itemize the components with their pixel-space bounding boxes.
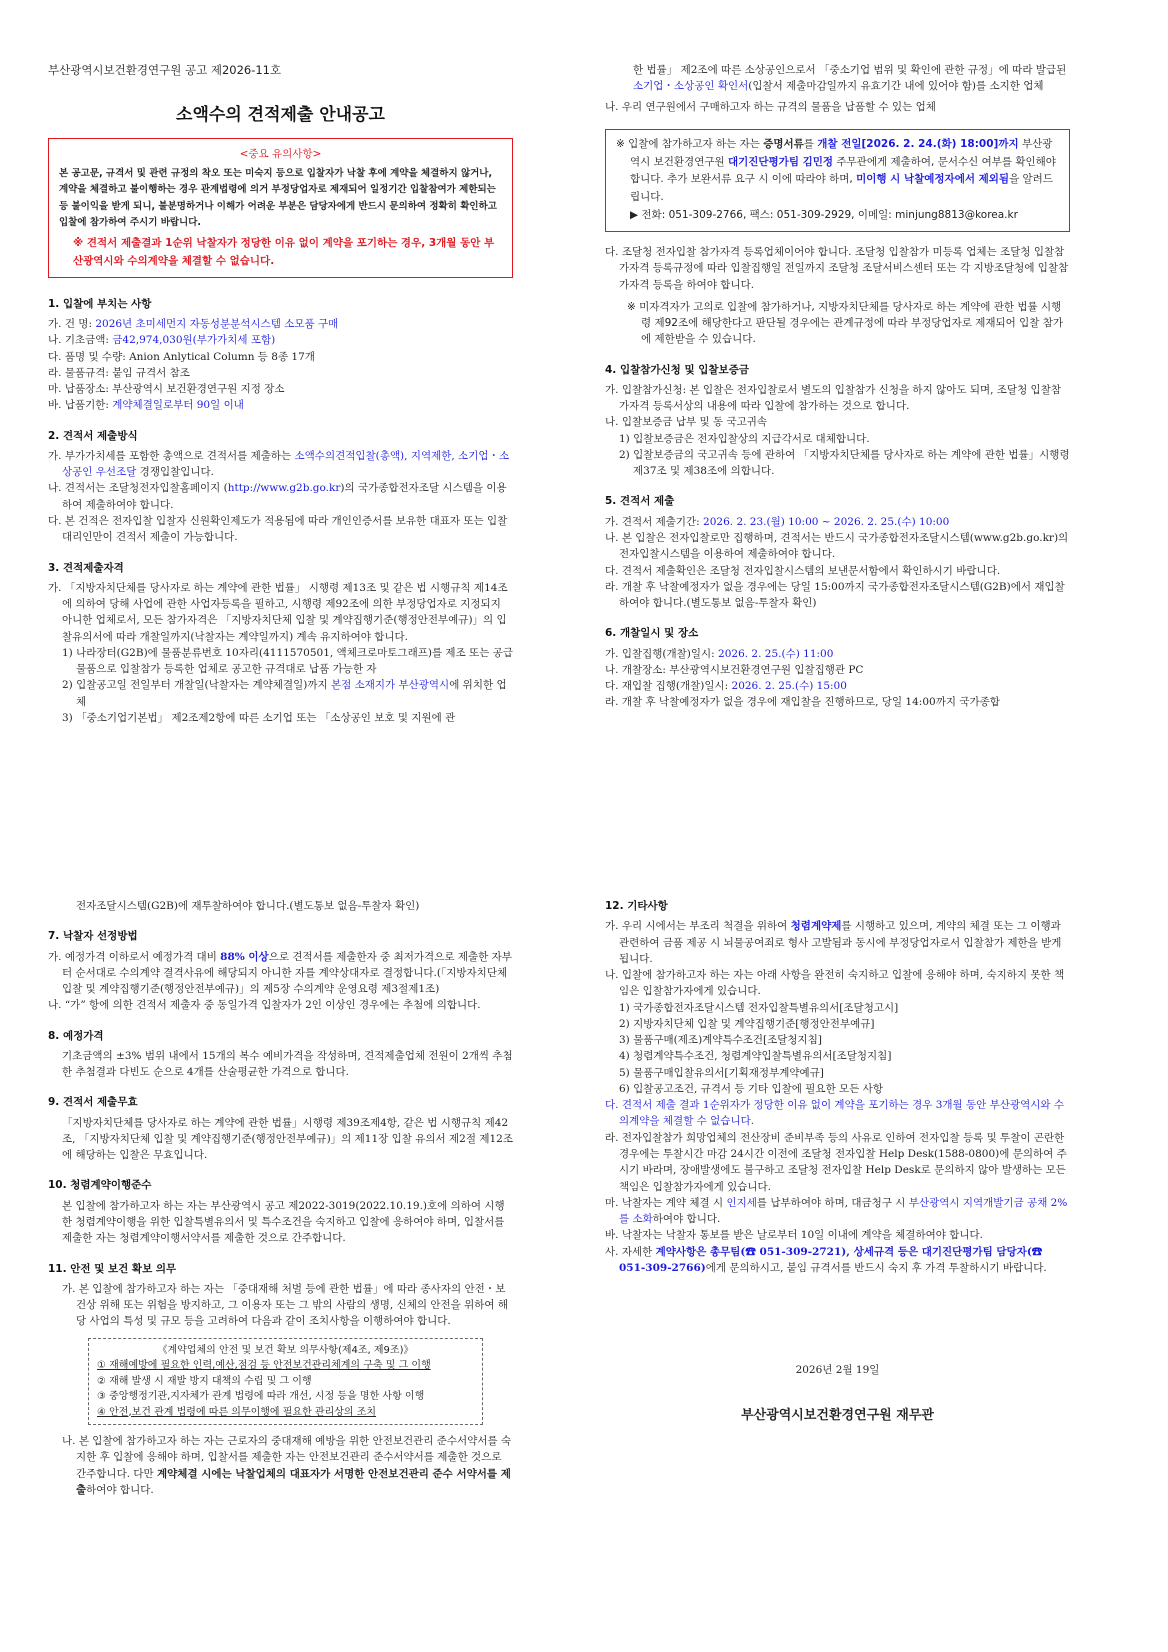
s2-item-b [48, 480, 513, 513]
s12-item-e [605, 1195, 1070, 1228]
s5-a-label: 가. 견적서 제출기간: [605, 515, 704, 528]
section-6-heading: 6. 개찰일시 및 장소 [605, 627, 699, 640]
s6-item-d-continued: 전자조달시스템(G2B)에 재투찰하여야 합니다.(별도통보 없음-투찰자 확인) [76, 900, 420, 912]
s12-item-3: 3) 물품구매(제조)계약특수조건[조달청지침] [619, 1034, 822, 1047]
s8-text: 기초금액의 ±3% 범위 내에서 15개의 복수 예비가격을 작성하며, 견적제출업체 전원이 2개씩 추첨한 추첨결과 다빈도 순으로 4개를 산술평균한 가격으로 합니다. [62, 1049, 513, 1079]
s6-a-label: 가. 입찰집행(개찰)일시: [605, 647, 719, 660]
s12-g-text1: 사. 자세한 [605, 1245, 656, 1258]
section-12-heading: 12. 기타사항 [605, 900, 668, 912]
s5-item-a [605, 514, 1070, 530]
s4-item-a: 가. 입찰참가신청: 본 입찰은 전자입찰로서 별도의 입찰참가 신청을 하지 않아도 되며, 조달청 입찰참가자격 등록서상의 내용에 따라 입찰에 참가하는 것으로 합니다. [605, 383, 1061, 413]
s12-item-2: 2) 지방자치단체 입찰 및 계약집행기준[행정안전부예규] [619, 1017, 875, 1030]
box-person: 대기진단평가팀 김민정 [727, 155, 834, 168]
box-warning: 미이행 시 낙찰예정자에서 제외됨 [856, 173, 1010, 186]
signer: 부산광역시보건환경연구원 재무관 [741, 1408, 934, 1424]
section-5-heading: 5. 견적서 제출 [605, 495, 675, 508]
s1-item-e: 마. 납품장소: 부산광역시 보건환경연구원 지정 장소 [48, 383, 285, 396]
s12-item-4: 4) 청렴계약특수조건, 청렴계약입찰특별유의서[조달청지침] [619, 1050, 892, 1063]
s3-note: ※ 미자격자가 고의로 입찰에 참가하거나, 지방자치단체를 당사자로 하는 계약에 관한 법률 시행령 제92조에 해당한다고 판단될 경우에는 관계규정에 따라 부정당업자로 제재되어 입찰 참가에 제한받을 수 있습니다. [627, 300, 1064, 346]
box-t2: 를 [803, 137, 818, 150]
s6-item-c [605, 678, 1070, 694]
s12-e-value2: 부산광역시 지역개발기금 공채 2%를 소화 [619, 1196, 1068, 1226]
cont-value: 소기업・소상공인 확인서 [633, 80, 749, 93]
s3-item-b: 나. 우리 연구원에서 구매하고자 하는 규격의 물품을 납품할 수 있는 업체 [605, 100, 936, 113]
s2-a-text1: 가. 부가가치세를 포함한 총액으로 견적서를 제출하는 [48, 449, 295, 462]
s1-item-d: 라. 물품규격: 붙임 규격서 참조 [48, 366, 190, 379]
s1-f-label: 바. 납품기한: [48, 399, 113, 412]
s4-item-2: 2) 입찰보증금의 국고귀속 등에 관하여 「지방자치단체를 당사자로 하는 계약에 관한 법률」시행령 제37조 및 제38조에 의합니다. [619, 448, 1070, 478]
cont-text2: (입찰서 제출마감일까지 유효기간 내에 있어야 함)를 소지한 업체 [748, 80, 1044, 93]
section-9-heading: 9. 견적서 제출무효 [48, 1096, 138, 1109]
notice-box-heading: <중요 유의사항> [239, 148, 322, 161]
s3-2-text1: 2) 입찰공고일 전일부터 개찰일(낙찰자는 계약체결일)까지 [62, 679, 331, 692]
s1-a-label: 가. 건 명: [48, 318, 96, 331]
submission-notice-text [616, 136, 1059, 207]
s7-a-text1: 가. 예정가격 이하로서 예정가격 대비 [48, 950, 221, 963]
notice-box-body: 본 공고문, 규격서 및 관련 규정의 착오 또는 미숙지 등으로 입찰자가 낙찰 후에 계약을 체결하지 않거나, 계약을 체결하고 불이행하는 경우 관계법령에 의거 부정당업자로 제재되어 일정기간 입찰참여가 제한되는 등 불이익을 받게 되니, 불분명하거나 이해가 어려운 부분은 담당자에게 반드시 문의하여 정확히 확인하고 입찰에 참가하여 주시기 바랍니다. [59, 167, 497, 229]
s5-item-d: 라. 개찰 후 낙찰예정자가 없을 경우에는 당일 15:00까지 국가종합전자조달시스템(G2B)에서 재입찰하여야 합니다.(별도통보 없음-투찰자 확인) [605, 580, 1065, 610]
section-10-heading: 10. 청렴계약이행준수 [48, 1179, 152, 1192]
section-3-heading: 3. 견적제출자격 [48, 561, 124, 574]
section-7-heading: 7. 낙찰자 선정방법 [48, 930, 138, 943]
s11-b-text2: 하여야 합니다. [86, 1483, 154, 1496]
contact-info: ▶ 전화: 051-309-2766, 팩스: 051-309-2929, 이메일: minjung8813@korea.kr [630, 209, 1018, 222]
s4-item-1: 1) 입찰보증금은 전자입찰상의 지급각서로 대체합니다. [619, 432, 870, 445]
s3-item-2 [48, 677, 513, 710]
safety-item-3: ③ 중앙행정기관,지자체가 관계 법령에 따라 개선, 시정 등을 명한 사항 이행 [97, 1391, 425, 1403]
s12-e-text3: 하여야 합니다. [652, 1213, 721, 1226]
s12-e-value1: 인지세 [726, 1196, 757, 1209]
s2-item-c: 다. 본 건적은 전자입찰 입찰자 신원확인제도가 적용됨에 따라 개인인증서를 보유한 대표자 또는 입찰대리인만이 견적서 제출이 가능합니다. [48, 514, 508, 544]
s2-a-text2: 경쟁입찰입니다. [136, 466, 215, 479]
s12-item-6: 6) 입찰공고조건, 규격서 등 기타 입찰에 필요한 모든 사항 [619, 1082, 883, 1095]
s11-b-value: 계약체결 시에는 낙찰업체의 대표자가 서명한 안전보건관리 준수 서약서를 제출 [76, 1467, 511, 1496]
submission-notice-box [605, 129, 1070, 232]
top-right-column [605, 62, 1070, 711]
s1-item-b [48, 332, 513, 348]
section-1-heading: 1. 입찰에 부치는 사항 [48, 297, 152, 310]
s12-e-text2: 를 납부하여야 하며, 대금청구 시 [756, 1196, 909, 1209]
box-t1: ※ 입찰에 참가하고자 하는 자는 [616, 137, 764, 150]
s6-c-value: 2026. 2. 25.(수) 15:00 [731, 680, 847, 693]
notice-number: 부산광역시보건환경연구원 공고 제2026-11호 [48, 63, 282, 77]
s12-item-b: 나. 입찰에 참가하고자 하는 자는 아래 사항을 완전히 숙지하고 입찰에 응해야 하며, 숙지하지 못한 책임은 입찰참가자에게 있습니다. [605, 969, 1065, 998]
safety-item-2: ② 재해 발생 시 재발 방지 대책의 수립 및 그 이행 [97, 1375, 312, 1387]
s12-item-d: 라. 전자입찰참가 희망업체의 전산장비 준비부족 등의 사유로 인하여 전자입찰 등록 및 투찰이 곤란한 경우에는 투찰시간 마감 24시간 이전에 조달청 전자입찰 Help Desk(1588-0800)에 문의하여 주시기 바라며, 장애발생에도 불구하고 조달청 전자입찰 Help Desk로 문의하지 않아 발생하는 모든 책임은 입찰참가자에게 있습니다. [605, 1131, 1067, 1193]
box-cert: 증명서류 [763, 137, 804, 150]
bottom-left-column [48, 898, 513, 1498]
s12-item-g [605, 1244, 1070, 1277]
s6-c-label: 다. 재입찰 집행(개찰)일시: [605, 680, 732, 693]
notice-box-warning: ※ 견적서 제출결과 1순위 낙찰자가 정당한 이유 없이 계약을 포기하는 경우, 3개월 동안 부산광역시와 수의계약을 체결할 수 없습니다. [73, 237, 495, 268]
s7-item-a [48, 949, 513, 998]
s3-item-1: 1) 나라장터(G2B)에 물품분류번호 10자리(4111570501, 액체크로마토그래프)를 제조 또는 공급 물품으로 입찰참가 등록한 업체로 공고한 규격대로 납품 가능한 자 [62, 646, 513, 676]
s2-b-text2: )의 국가종합전자조달 시스템을 이용하여 제출하여야 합니다. [62, 482, 507, 511]
section-4-heading: 4. 입찰참가신청 및 입찰보증금 [605, 363, 749, 376]
bottom-right-column [605, 898, 1070, 1427]
s1-b-label: 나. 기초금액: [48, 334, 113, 347]
s6-item-b: 나. 개찰장소: 부산광역시보건환경연구원 입찰집행관 PC [605, 663, 864, 676]
safety-item-4: ④ 안전,보건 관계 법령에 따른 의무이행에 필요한 관리상의 조치 [97, 1406, 377, 1418]
s3-2-text2: 에 위치한 업체 [76, 679, 507, 708]
s2-b-text1: 나. 견적서는 조달청전자입찰홈페이지 ( [48, 482, 228, 495]
s3-2-value: 본점 소재지가 부산광역시 [330, 679, 450, 692]
top-left-column [48, 62, 513, 726]
section-2-heading: 2. 견적서 제출방식 [48, 429, 138, 442]
s2-a-value: 소액수의견적입찰(총액), 지역제한, 소기업・소상공인 우선조달 [62, 449, 510, 479]
s11-item-b [48, 1433, 513, 1498]
s12-item-f: 바. 낙찰자는 낙찰자 통보를 받은 날로부터 10일 이내에 계약을 체결하여야 합니다. [605, 1229, 983, 1242]
s12-item-c: 다. 견적서 제출 결과 1순위자가 정당한 이유 없이 계약을 포기하는 경우 3개월 동안 부산광역시와 수의계약을 체결할 수 없습니다. [605, 1099, 1065, 1128]
s7-item-b: 나. “가” 항에 의한 견적서 제출자 중 동일가격 입찰자가 2인 이상인 경우에는 추첨에 의합니다. [48, 999, 481, 1012]
s3-item-c: 다. 조달청 전자입찰 참가자격 등록업체이어야 합니다. 조달청 입찰참가 미등록 업체는 조달청 입찰참가자격 등록규정에 따라 입찰집행일 전일까지 조달청 조달서비스센터 또는 각 지방조달청에 입찰참가자격 등록을 하여야 합니다. [605, 246, 1069, 291]
s12-item-5: 5) 물품구매입찰유의서[기획재정부계약예규] [619, 1066, 824, 1079]
s3-item-3: 3) 「중소기업기본법」 제2조제2항에 따른 소기업 또는 「소상공인 보호 및 지원에 관 [62, 711, 456, 724]
safety-item-1: ① 재해예방에 필요한 인력,예산,점검 등 안전보건관리체계의 구축 및 그 이행 [97, 1360, 431, 1372]
s12-g-value: 계약사항은 총무팀(☎ 051-309-2721), 상세규격 등은 대기진단평가팀 담당자(☎ 051-309-2766) [619, 1245, 1043, 1274]
s6-item-d: 라. 개찰 후 낙찰예정자가 없을 경우에 재입찰을 진행하므로, 당일 14:00까지 국가종합 [605, 696, 1000, 709]
box-t5: 을 알려드립니다. [630, 173, 1053, 204]
box-deadline: 개찰 전일[2026. 2. 24.(화) 18:00]까지 [817, 137, 1019, 150]
s6-item-a [605, 646, 1070, 662]
safety-obligations-box [88, 1338, 483, 1426]
s1-a-value: 2026년 초미세먼지 자동성분분석시스템 소모품 구매 [95, 318, 339, 331]
s12-item-a [605, 918, 1070, 967]
notice-date: 2026년 2월 19일 [795, 1364, 880, 1377]
s1-item-a [48, 316, 513, 332]
s5-item-c: 다. 견적서 제출확인은 조달청 전자입찰시스템의 보낸문서함에서 확인하시기 바랍니다. [605, 564, 1001, 577]
s5-a-value: 2026. 2. 23.(월) 10:00 ~ 2026. 2. 25.(수) 10:00 [703, 515, 950, 528]
s10-text: 본 입찰에 참가하고자 하는 자는 부산광역시 공고 제2022-3019(2022.10.19.)호에 의하여 시행한 청렴계약이행을 위한 입찰특별유의서 및 특수조건을 숙지하고 입찰에 응하여야 하며, 입찰서를 제출한 자는 청렴계약이행서약서를 제출한 것으로 간주합니다. [62, 1199, 505, 1245]
safety-box-title: 《계약업체의 안전 및 보건 확보 의무사항(제4조, 제9조)》 [157, 1344, 414, 1356]
s12-e-text1: 마. 낙찰자는 계약 체결 시 [605, 1196, 727, 1209]
s12-a-value: 청렴계약제 [790, 920, 842, 933]
s3-item-3-continued [605, 62, 1070, 95]
page-title: 소액수의 견적제출 안내공고 [176, 104, 385, 125]
box-t3: 부산광역시 보건환경연구원 [630, 137, 1053, 168]
cont-text1: 한 법률」 제2조에 따른 소상공인으로서 「중소기업 범위 및 확인에 관한 규정」에 따라 발급된 [633, 64, 1067, 76]
s1-b-value: 금42,974,030원(부가가치세 포함) [112, 334, 276, 347]
s12-a-text2: 를 시행하고 있으며, 계약의 체결 또는 그 이행과 관련하여 금품 제공 시 뇌물공여죄로 형사 고발됨과 동시에 부정당업자로서 입찰참가 제한을 받게 됩니다. [619, 920, 1062, 965]
section-11-heading: 11. 안전 및 보건 확보 의무 [48, 1262, 177, 1275]
s11-b-text1: 나. 본 입찰에 참가하고자 하는 자는 근로자의 중대재해 예방을 위한 안전보건관리 준수서약서를 숙지한 후 입찰에 응해야 하며, 입찰서를 제출한 자는 안전보건관리 준수서약서를 제출한 것으로 간주합니다. 다만 [62, 1435, 512, 1480]
s9-text: 「지방자치단체를 당사자로 하는 계약에 관한 법률」시행령 제39조제4항, 같은 법 시행규칙 제42조, 「지방자치단체 입찰 및 계약집행기준(행정안전부예규)」의 제11장 입찰 유의서 제2절 제12조에 해당하는 입찰은 무효입니다. [62, 1116, 513, 1162]
s6-a-value: 2026. 2. 25.(수) 11:00 [718, 647, 834, 660]
s1-item-c: 다. 품명 및 수량: Anion Anlytical Column 등 8종 17개 [48, 350, 315, 363]
s1-item-f [48, 397, 513, 413]
s12-a-text1: 가. 우리 시에서는 부조리 척결을 위하여 [605, 920, 791, 933]
s2-item-a [48, 448, 513, 481]
s11-item-a: 가. 본 입찰에 참가하고자 하는 자는 「중대재해 처벌 등에 관한 법률」에 따라 종사자의 안전・보건상 위해 또는 위험을 방지하고, 그 이용자 또는 그 밖의 사람의 생명, 신체의 안전을 위하여 해당 사업의 특성 및 규모 등을 고려하여 다음과 같이 조치사항을 이행하여야 합니다. [62, 1282, 509, 1328]
s12-item-1: 1) 국가종합전자조달시스템 전자입찰특별유의서[조달청고시] [619, 1001, 899, 1014]
s5-item-b: 나. 본 입찰은 전자입찰로만 집행하며, 견적서는 반드시 국가종합전자조달시스템(www.g2b.go.kr)의 전자입찰시스템을 이용하여 제출하여야 합니다. [605, 532, 1069, 561]
s3-item-a: 가. 「지방자치단체를 당사자로 하는 계약에 관한 법률」 시행령 제13조 및 같은 법 시행규칙 제14조에 의하여 당해 사업에 관한 사업자등록을 필하고, 시행령 제92조에 의한 부정당업자로 지정되지 아니한 업체로서, 모든 참가자격은 「지방자치단체 입찰 및 계약집행기준(행정안전부예규)」의 입찰유의서에 따라 개찰일까지(낙찰자는 계약일까지) 계속 유지하여야 합니다. [48, 581, 508, 643]
g2b-link[interactable]: http://www.g2b.go.kr [227, 482, 341, 495]
box-t4: 주무관에게 제출하여, 문서수신 여부를 확인해야 합니다. 추가 보완서류 요구 시 이에 따라야 하며, [630, 155, 1056, 186]
s12-g-text2: 에게 문의하시고, 붙임 규격서를 반드시 숙지 후 가격 투찰하시기 바랍니다. [705, 1261, 1047, 1274]
s1-f-value: 계약체결일로부터 90일 이내 [112, 399, 244, 412]
s7-a-value: 88% 이상 [220, 950, 269, 963]
s4-item-b: 나. 입찰보증금 납부 및 동 국고귀속 [605, 416, 768, 429]
section-8-heading: 8. 예정가격 [48, 1029, 104, 1042]
s7-a-text2: 으로 견적서를 제출한자 중 최저가격으로 제출한 자부터 순서대로 수의계약 결격사유에 해당되지 아니한 자를 계약상대자로 결정합니다.(「지방자치단체 입찰 및 계약집행기준(행정안전부예규)」의 제5장 수의계약 운영요령 제3절제1조) [62, 950, 512, 996]
important-notice-box [48, 138, 513, 278]
